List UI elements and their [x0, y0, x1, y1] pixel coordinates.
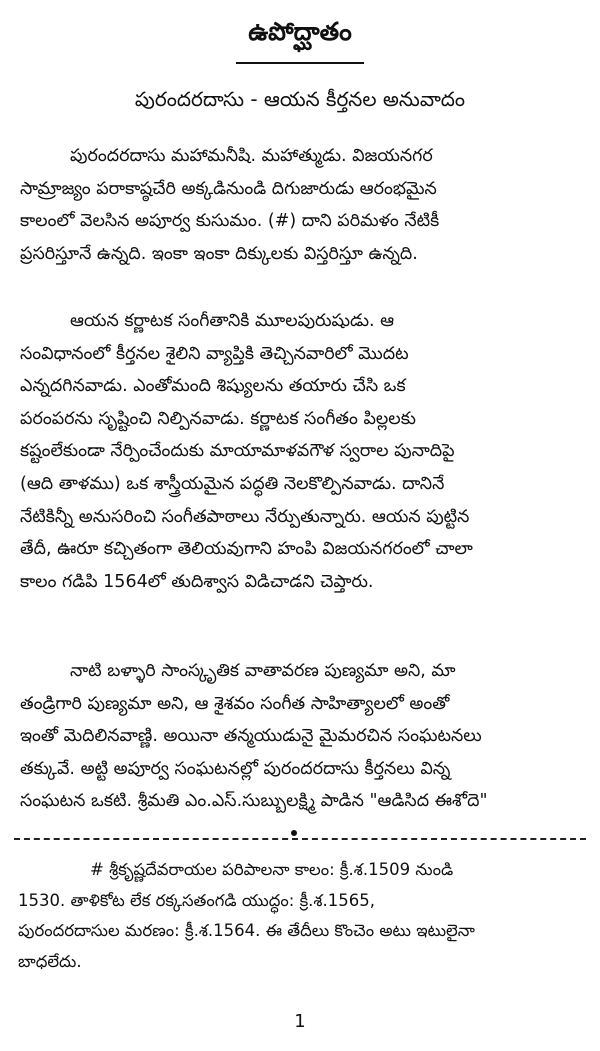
- page-number: 1: [294, 1011, 306, 1032]
- divider-dot: [291, 830, 297, 836]
- paragraph-line: తండ్రిగారి పుణ్యమా అని, ఆ శైశవం సంగీత సాహిత్యాలలో అంతో: [20, 693, 450, 714]
- paragraph-line: సామ్రాజ్యం పరాకాష్ఠచేరి అక్కడినుండి దిగుజారుడు ఆరంభమైన: [20, 178, 437, 199]
- paragraph-line: సంవిధానంలో కీర్తనల శైలిని వ్యాప్తికి తెచ్చినవారిలో మొదట: [20, 343, 409, 364]
- title-underline: [236, 62, 364, 64]
- footnote: [18, 855, 580, 977]
- footnote-line: బాధలేదు.: [18, 951, 82, 971]
- footnote-line: పురందరదాసుల మరణం: క్రీ.శ.1564. ఈ తేదీలు కొంచెం అటు ఇటులైనా: [18, 921, 475, 940]
- paragraph-line: తేదీ, ఊరూ కచ్చితంగా తెలియవుగాని హంపి విజయనగరంలో చాలా: [20, 539, 473, 560]
- paragraph-line: పరంపరను సృష్టించి నిల్పినవాడు. కర్ణాటక సంగీతం పిల్లలకు: [20, 408, 416, 429]
- paragraph-line: ప్రసరిస్తూనే ఉన్నది. ఇంకా ఇంకా దిక్కులకు విస్తరిస్తూ ఉన్నది.: [20, 243, 418, 264]
- paragraph-line: నాటి బళ్ళారి సాంస్కృతిక వాతావరణ పుణ్యమా అని, మా: [70, 661, 456, 681]
- paragraph-line: సంఘటన ఒకటి. శ్రీమతి ఎం.ఎస్.సుబ్బులక్ష్మి పాడిన "ఆడిసిద ఈశోదె": [20, 791, 488, 812]
- paragraph-line: కాలం గడిపి 1564లో తుదిశ్వాస విడిచాడని చెప్తారు.: [20, 571, 374, 592]
- paragraph-line: కష్టంలేకుండా నేర్పించేందుకు మాయామాళవగౌళ స్వరాల పునాదిపై: [20, 441, 455, 462]
- paragraph-line: ఆయన కర్ణాటక సంగీతానికి మూలపురుషుడు. ఆ: [70, 311, 395, 331]
- paragraph-line: కాలంలో వెలసిన అపూర్వ కుసుమం. (#) దాని పరిమళం నేటికీ: [20, 211, 440, 232]
- paragraph-line: తక్కువే. అట్టి అపూర్వ సంఘటనల్లో పురందరదాసు కీర్తనలు విన్న: [20, 758, 451, 779]
- page-subtitle: పురందరదాసు - ఆయన కీర్తనల అనువాదం: [134, 87, 466, 111]
- paragraph-2: [20, 305, 578, 598]
- paragraph-1: [20, 140, 578, 270]
- paragraph-line: ఇంతో మెదిలినవాణ్ణి. అయినా తన్మయుడునై మైమరచిన సంఘటనలు: [20, 726, 482, 747]
- paragraph-line: (ఆది తాళము) ఒక శాస్త్రీయమైన పద్ధతి నెలకొల్పినవాడు. దానినే: [20, 473, 445, 494]
- footnote-divider: [14, 838, 586, 840]
- footnote-line: 1530. తాళికోట లేక రక్కసతంగడి యుద్ధం: క్రీ.శ.1565,: [18, 890, 375, 910]
- footnote-line: # శ్రీకృష్ణదేవరాయల పరిపాలనా కాలం: క్రీ.శ.1509 నుండి: [90, 860, 454, 879]
- paragraph-3: [20, 655, 578, 818]
- paragraph-line: నేటికిన్నీ అనుసరించి సంగీతపాఠాలు నేర్పుతున్నారు. ఆయన పుట్టిన: [20, 506, 470, 527]
- paragraph-line: పురందరదాసు మహామనీషి. మహాత్ముడు. విజయనగర: [70, 146, 433, 166]
- paragraph-line: ఎన్నదగినవాడు. ఎంతోమంది శిష్యులను తయారు చేసి ఒక: [20, 376, 406, 397]
- page-title: ఉపోద్ఘాతం: [248, 17, 352, 46]
